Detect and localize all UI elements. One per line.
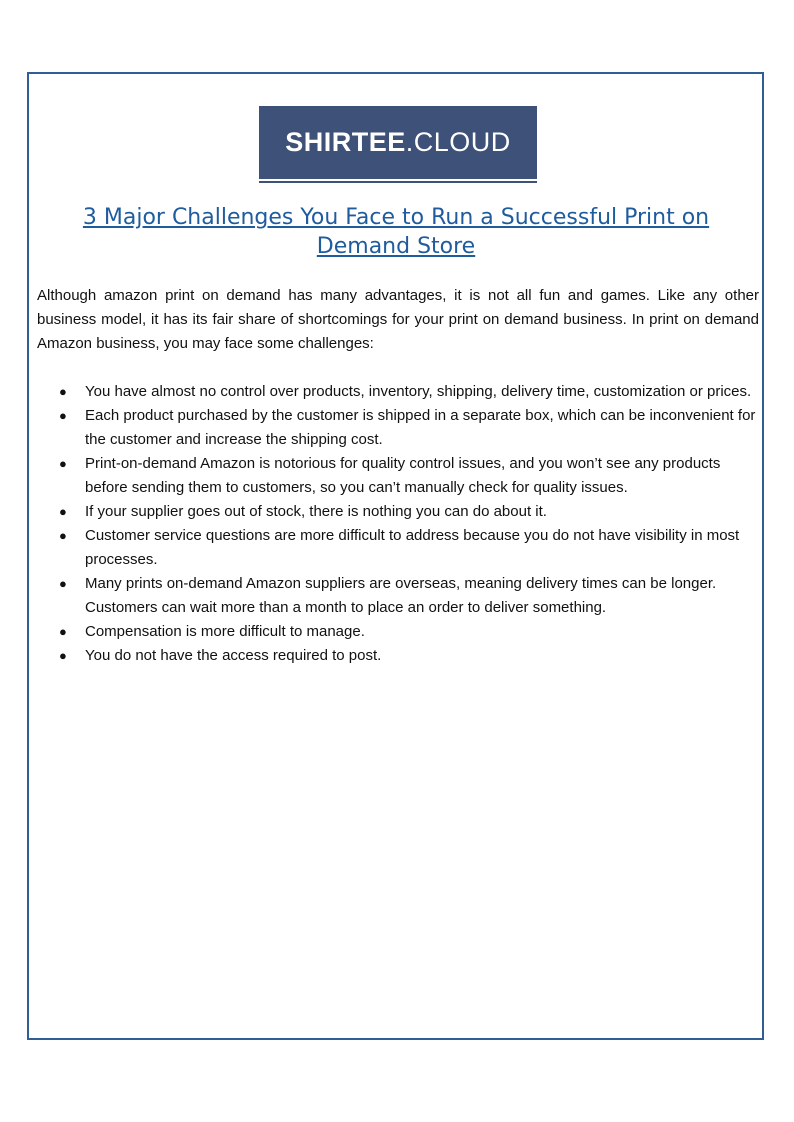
page-frame [27,72,764,1040]
list-item [37,524,759,572]
list-item [37,380,759,404]
logo-banner [259,106,537,179]
logo-light-text: .CLOUD [405,127,511,157]
list-item-text: You have almost no control over products, inventory, shipping, delivery time, customization or prices. [85,383,752,400]
list-item [37,500,759,524]
list-item [37,572,759,620]
list-item [37,452,759,500]
list-item-text: Compensation is more difficult to manage. [85,623,365,640]
bullet-icon: ● [59,504,67,519]
intro-paragraph: Although amazon print on demand has many advantages, it is not all fun and games. Like any other business model, it has its fair share of shortcomings for your print on demand business. In print on demand Amazon business, you may face some challenges: [37,287,759,352]
list-item-text: Print-on-demand Amazon is notorious for quality control issues, and you won’t see any products before sending them to customers, so you can’t manually check for quality issues. [85,455,721,496]
list-item-text: You do not have the access required to post. [85,647,382,664]
logo-bold-text: SHIRTEE [285,127,406,157]
bullet-icon: ● [59,456,67,471]
list-item-text: Many prints on-demand Amazon suppliers are overseas, meaning delivery times can be longer. Customers can wait more than a month to place an order to deliver something. [85,575,717,616]
bullet-icon: ● [59,648,67,663]
bullet-icon: ● [59,624,67,639]
list-item-text: Each product purchased by the customer is shipped in a separate box, which can be inconvenient for the customer and increase the shipping cost. [85,407,756,448]
list-item-text: If your supplier goes out of stock, there is nothing you can do about it. [85,503,547,520]
bullet-icon: ● [59,384,67,399]
list-item [37,620,759,644]
logo-underline [259,181,537,183]
page-title: 3 Major Challenges You Face to Run a Successful Print on Demand Store [82,205,710,259]
bullet-icon: ● [59,576,67,591]
bullet-icon: ● [59,528,67,543]
challenges-list [37,380,759,668]
list-item [37,644,759,668]
logo-wordmark [285,127,511,158]
list-item-text: Customer service questions are more difficult to address because you do not have visibility in most processes. [85,527,740,568]
brand-logo [259,106,537,184]
list-item [37,404,759,452]
bullet-icon: ● [59,408,67,423]
